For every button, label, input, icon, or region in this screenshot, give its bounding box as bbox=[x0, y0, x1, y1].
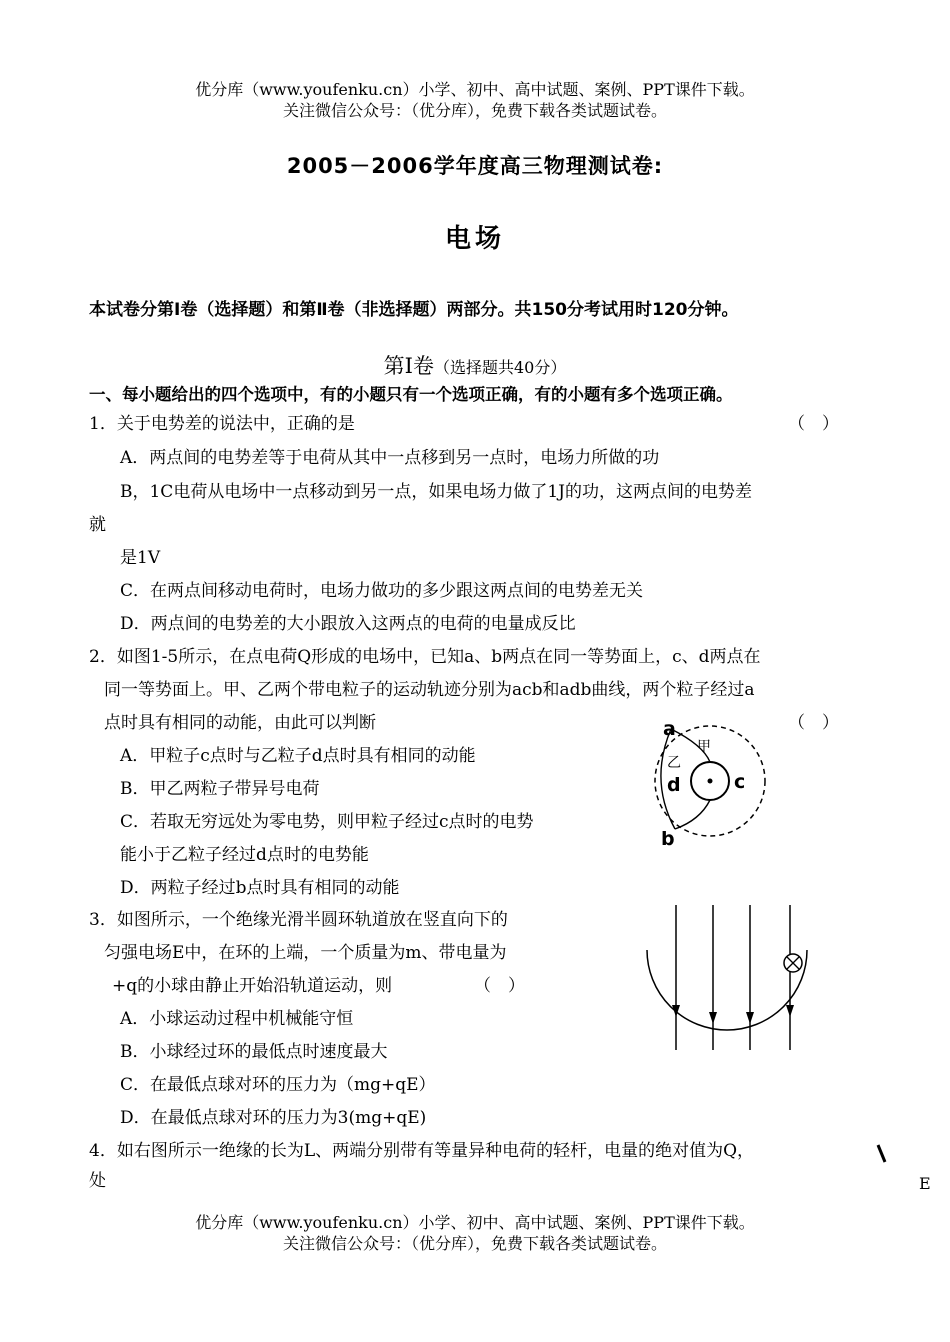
q1-option-b-line2: 就 bbox=[89, 515, 106, 535]
q3-option-c: C．在最低点球对环的压力为（mg+qE） bbox=[120, 1075, 436, 1095]
q4-figure-fragment bbox=[876, 1143, 888, 1165]
part1-title: 第Ⅰ卷 bbox=[383, 354, 434, 378]
q1-option-c: C．在两点间移动电荷时，电场力做功的多少跟这两点间的电势差无关 bbox=[120, 581, 644, 601]
q3-option-b: B．小球经过环的最低点时速度最大 bbox=[120, 1042, 388, 1062]
q3-option-a: A．小球运动过程中机械能守恒 bbox=[120, 1009, 354, 1029]
q2-stem-line3: 点时具有相同的动能，由此可以判断 bbox=[104, 713, 376, 733]
part1-note: （选择题共40分） bbox=[433, 358, 567, 377]
q2-path-jia-lower bbox=[675, 800, 710, 829]
q3-stem-line2: 匀强电场E中，在环的上端，一个质量为m、带电量为 bbox=[104, 943, 507, 963]
q4-stem-line2: 处 bbox=[89, 1171, 106, 1191]
q2-label-b: b bbox=[661, 828, 675, 850]
q1-option-b-line3: 是1V bbox=[120, 548, 161, 568]
q2-option-b: B．甲乙两粒子带异号电荷 bbox=[120, 779, 320, 799]
q2-option-c-line1: C．若取无穷远处为零电势，则甲粒子经过c点时的电势 bbox=[120, 812, 534, 832]
footer-line-2: 关注微信公众号：（优分库），免费下载各类试题试卷。 bbox=[282, 1234, 667, 1253]
q3-field-diagram bbox=[640, 900, 815, 1055]
q2-label-yi: 乙 bbox=[667, 755, 681, 771]
q3-field-arrow bbox=[746, 1012, 754, 1024]
page-subtitle: 电场 bbox=[444, 224, 505, 254]
section-instruction: 一、每小题给出的四个选项中，有的小题只有一个选项正确，有的小题有多个选项正确。 bbox=[89, 385, 733, 404]
part1-heading bbox=[0, 350, 950, 380]
q2-stem-line2: 同一等势面上。甲、乙两个带电粒子的运动轨迹分别为acb和adb曲线，两个粒子经过a bbox=[104, 680, 755, 700]
q2-answer-bracket: （ ） bbox=[788, 713, 839, 733]
q3-answer-bracket: （ ） bbox=[474, 976, 525, 996]
q2-stem-line1: 2．如图1-5所示，在点电荷Q形成的电场中，已知a、b两点在同一等势面上，c、d两点在 bbox=[89, 647, 761, 667]
q1-option-a: A．两点间的电势差等于电荷从其中一点移到另一点时，电场力所做的功 bbox=[120, 448, 660, 468]
q3-stem-line3: +q的小球由静止开始沿轨道运动，则 bbox=[112, 976, 393, 996]
q2-option-c-line2: 能小于乙粒子经过d点时的电势能 bbox=[120, 845, 369, 865]
q3-option-d: D．在最低点球对环的压力为3(mg+qE) bbox=[120, 1108, 427, 1128]
q4-rod-fragment bbox=[878, 1145, 885, 1162]
exam-intro: 本试卷分第Ⅰ卷（选择题）和第Ⅱ卷（非选择题）两部分。共150分考试用时120分钟。 bbox=[89, 300, 739, 320]
q4-stem-line1: 4．如右图所示一绝缘的长为L、两端分别带有等量异种电荷的轻杆，电量的绝对值为Q， bbox=[89, 1141, 755, 1161]
q2-label-a: a bbox=[663, 718, 676, 740]
q1-answer-bracket: （ ） bbox=[788, 414, 839, 434]
q3-semicircle-track bbox=[647, 950, 807, 1030]
q3-field-arrow bbox=[672, 1005, 680, 1017]
page-title: 2005－2006学年度高三物理测试卷: bbox=[286, 154, 664, 178]
q4-field-label-e: E bbox=[919, 1174, 931, 1193]
q3-stem-line1: 3．如图所示，一个绝缘光滑半圆环轨道放在竖直向下的 bbox=[89, 910, 508, 930]
q2-option-d: D．两粒子经过b点时具有相同的动能 bbox=[120, 878, 400, 898]
q1-stem: 1．关于电势差的说法中，正确的是 bbox=[89, 414, 355, 434]
q2-label-c: c bbox=[734, 771, 746, 793]
footer-line-1: 优分库（www.youfenku.cn）小学、初中、高中试题、案例、PPT课件下载。 bbox=[195, 1213, 755, 1232]
q2-option-a: A．甲粒子c点时与乙粒子d点时具有相同的动能 bbox=[120, 746, 476, 766]
q3-field-arrow bbox=[786, 1005, 794, 1017]
q1-option-d: D．两点间的电势差的大小跟放入这两点的电荷的电量成反比 bbox=[120, 614, 576, 634]
q1-option-b-line1: B，1C电荷从电场中一点移动到另一点，如果电场力做了1J的功，这两点间的电势差 bbox=[120, 482, 752, 502]
q3-field-arrow bbox=[709, 1012, 717, 1024]
header-line-2: 关注微信公众号：（优分库），免费下载各类试题试卷。 bbox=[282, 101, 667, 120]
q2-label-jia: 甲 bbox=[697, 739, 711, 755]
q2-label-d: d bbox=[667, 774, 681, 796]
q2-point-charge bbox=[708, 779, 713, 784]
header-line-1: 优分库（www.youfenku.cn）小学、初中、高中试题、案例、PPT课件下载。 bbox=[195, 80, 755, 99]
q2-field-diagram bbox=[645, 715, 780, 855]
